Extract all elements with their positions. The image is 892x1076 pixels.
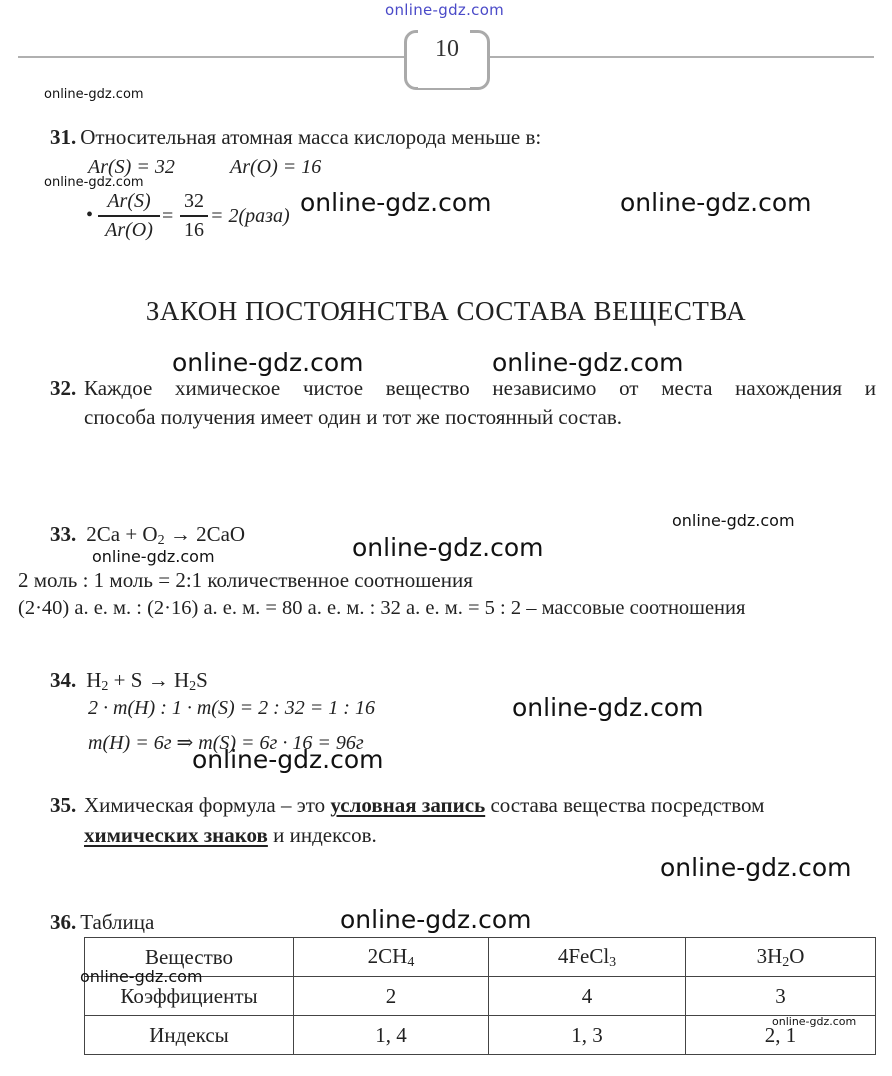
task-34-line-2: m(H) = 6г ⇒ m(S) = 6г · 16 = 96г — [88, 732, 364, 754]
table-cell: 2 — [294, 977, 489, 1016]
equation-part-b: + S → H — [108, 668, 190, 692]
table-cell: $3H_2O$ — [686, 938, 876, 977]
fraction-numbers — [180, 190, 208, 242]
task-31 — [50, 125, 541, 150]
table-cell: Индексы — [85, 1016, 294, 1055]
table-cell: 4 — [489, 977, 686, 1016]
equation-part-c: S — [196, 668, 208, 692]
equation-right: → 2CaO — [164, 522, 246, 546]
task-32-line-2: способа получения имеет один и тот же постоянный состав. — [84, 405, 623, 429]
task-33-equation — [50, 522, 245, 549]
fraction-bar — [180, 215, 208, 217]
task-33-line-1: 2 моль : 1 моль = 2:1 количественное соотношения — [18, 568, 473, 592]
task-number: 33. — [50, 522, 77, 546]
watermark: online-gdz.com — [660, 853, 852, 882]
table-cell: 1, 3 — [489, 1016, 686, 1055]
task-number: 34. — [50, 668, 77, 692]
watermark: online-gdz.com — [512, 693, 704, 722]
text-part: Химическая формула – это — [84, 793, 331, 817]
equation-subscript: 2 — [189, 679, 197, 694]
task-number: 36. — [50, 910, 77, 934]
task-32-line-1: Каждое химическое чистое вещество независимо от места нахождения и — [84, 376, 876, 400]
task-35-line-2 — [84, 823, 377, 848]
watermark: online-gdz.com — [192, 745, 384, 774]
equation-subscript: 2 — [101, 679, 109, 694]
task-33-line-2: (2·40) а. е. м. : (2·16) а. е. м. = 80 а. е. м. : 32 а. е. м. = 5 : 2 – массовые соотношения — [18, 597, 746, 619]
watermark: online-gdz.com — [672, 511, 795, 530]
watermark: online-gdz.com — [772, 1015, 857, 1028]
equation-subscript: 2 — [157, 533, 165, 548]
table-cell: Коэффициенты — [85, 977, 294, 1016]
underlined-term: химических знаков — [84, 823, 268, 847]
bullet: • — [86, 204, 94, 226]
watermark: online-gdz.com — [340, 905, 532, 934]
underlined-term: условная запись — [330, 793, 486, 817]
fraction-numerator: Ar(S) — [107, 190, 151, 212]
watermark: online-gdz.com — [172, 348, 364, 377]
text-part: и индексов. — [267, 823, 377, 847]
watermark: online-gdz.com — [44, 175, 144, 190]
table-cell: $2CH_4$ — [294, 938, 489, 977]
watermark: online-gdz.com — [492, 348, 684, 377]
ratio-result: = 2(раза) — [210, 205, 290, 227]
task-34-equation — [50, 668, 208, 695]
fraction-denominator: 16 — [184, 218, 204, 241]
watermark: online-gdz.com — [92, 547, 215, 566]
table-row — [85, 1016, 876, 1055]
table-cell: 2, 1 — [686, 1016, 876, 1055]
section-heading: ЗАКОН ПОСТОЯНСТВА СОСТАВА ВЕЩЕСТВА — [145, 296, 747, 326]
top-watermark: online-gdz.com — [385, 1, 505, 19]
task-number: 32. — [50, 376, 77, 400]
table-cell: 3 — [686, 977, 876, 1016]
text-part: состава вещества посредством — [485, 793, 765, 817]
equals-sign: = — [162, 205, 174, 227]
fraction-numerator: 32 — [184, 190, 204, 212]
equation-part-a: H — [86, 668, 102, 692]
table-row — [85, 977, 876, 1016]
fraction-ar-ratio — [98, 190, 160, 242]
equation-left: 2Ca + O — [86, 522, 158, 546]
table-label: Таблица — [80, 910, 155, 934]
task-34-line-1: 2 · m(H) : 1 · m(S) = 2 : 32 = 1 : 16 — [88, 697, 375, 719]
given-ar-o: Ar(O) = 16 — [230, 156, 322, 178]
watermark: online-gdz.com — [300, 188, 492, 217]
table-header-row — [85, 938, 876, 977]
fraction-bar — [98, 215, 160, 217]
table-cell: 1, 4 — [294, 1016, 489, 1055]
task-35-line-1 — [84, 793, 764, 818]
page-number: 10 — [435, 36, 459, 62]
table-cell: 4FeCl$_3$ — [489, 938, 686, 977]
fraction-denominator: Ar(O) — [105, 218, 153, 241]
task-number: 31. — [50, 125, 77, 149]
task-36 — [50, 910, 154, 935]
table-cell: Вещество — [85, 938, 294, 977]
task-number: 35. — [50, 793, 77, 817]
watermark: online-gdz.com — [352, 533, 544, 562]
watermark: online-gdz.com — [80, 967, 203, 986]
substance-table — [84, 937, 876, 1055]
watermark: online-gdz.com — [620, 188, 812, 217]
watermark: online-gdz.com — [44, 87, 144, 102]
given-ar-s: Ar(S) = 32 — [88, 156, 175, 178]
task-text: Относительная атомная масса кислорода меньше в: — [80, 125, 542, 149]
